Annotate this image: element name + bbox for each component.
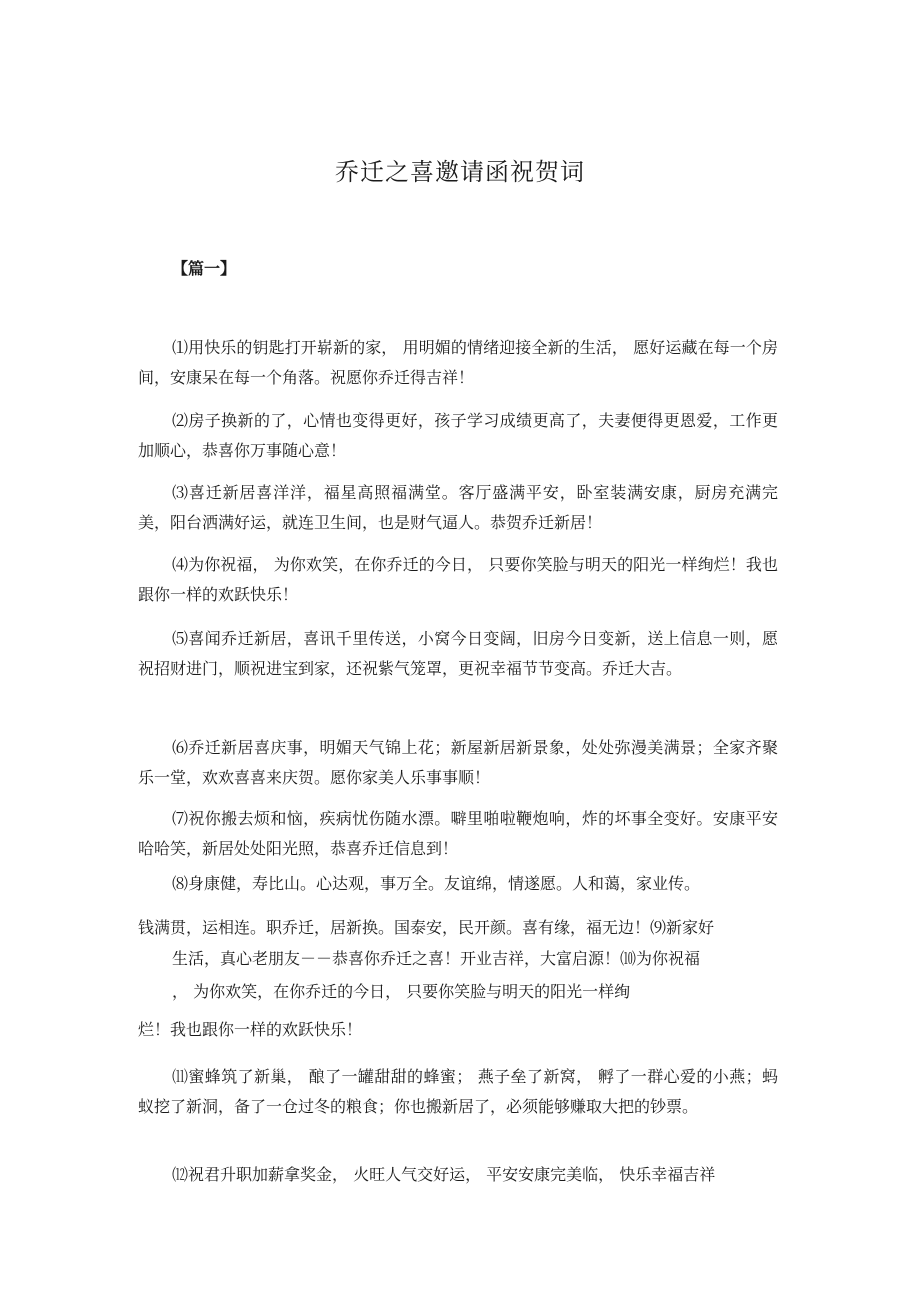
paragraph-8: ⑻身康健，寿比山。心达观，事万全。友谊绵，情遂愿。人和蔼，家业传。: [172, 874, 701, 893]
paragraph-1: ⑴用快乐的钥匙打开崭新的家， 用明媚的情绪迎接全新的生活， 愿好运藏在每一个房间，安康呆在每一个角落。祝愿你乔迁得吉祥！: [138, 338, 778, 387]
page-title: 乔迁之喜邀请函祝贺词: [335, 158, 585, 186]
paragraph-7: ⑺祝你搬去烦和恼，疾病忧伤随水漂。噼里啪啦鞭炮响，炸的坏事全变好。安康平安哈哈笑，新居处处阳光照，恭喜乔迁信息到！: [138, 809, 778, 858]
paragraph-10-cont: 烂！我也跟你一样的欢跃快乐！: [138, 1020, 363, 1039]
paragraph-9-line: 生活，真心老朋友－－恭喜你乔迁之喜！开业吉祥，大富启源！⑽为你祝福: [172, 949, 701, 968]
paragraph-6: ⑹乔迁新居喜庆事，明媚天气锦上花；新屋新居新景象，处处弥漫美满景；全家齐聚乐一堂，欢欢喜喜来庆贺。愿你家美人乐事事顺！: [138, 738, 778, 787]
paragraph-10-line: ， 为你欢笑，在你乔迁的今日， 只要你笑脸与明天的阳光一样绚: [172, 982, 631, 1001]
paragraph-3: ⑶喜迁新居喜洋洋，福星高照福满堂。客厅盛满平安，卧室装满安康，厨房充满完美，阳台洒满好运，就连卫生间，也是财气逼人。恭贺乔迁新居！: [138, 483, 778, 532]
section-label: 【篇一】: [172, 259, 237, 278]
paragraph-2: ⑵房子换新的了，心情也变得更好，孩子学习成绩更高了，夫妻便得更恩爱，工作更加顺心，恭喜你万事随心意！: [138, 411, 778, 460]
paragraph-8-cont: 钱满贯，运相连。职乔迁，居新换。国泰安，民开颜。喜有缘，福无边！⑼新家好: [138, 918, 715, 937]
paragraph-12: ⑿祝君升职加薪拿奖金， 火旺人气交好运， 平安安康完美临， 快乐幸福吉祥: [172, 1165, 716, 1184]
paragraph-5: ⑸喜闻乔迁新居，喜讯千里传送，小窝今日变阔，旧房今日变新，送上信息一则，愿祝招财进门，顺祝进宝到家，还祝紫气笼罩，更祝幸福节节变高。乔迁大吉。: [138, 629, 778, 678]
paragraph-11: ⑾蜜蜂筑了新巢， 酿了一罐甜甜的蜂蜜； 燕子垒了新窝， 孵了一群心爱的小燕；蚂蚁挖了新洞，备了一仓过冬的粮食；你也搬新居了，必须能够赚取大把的钞票。: [138, 1067, 778, 1116]
paragraph-4: ⑷为你祝福， 为你欢笑，在你乔迁的今日， 只要你笑脸与明天的阳光一样绚烂！我也跟你一样的欢跃快乐！: [138, 555, 778, 604]
